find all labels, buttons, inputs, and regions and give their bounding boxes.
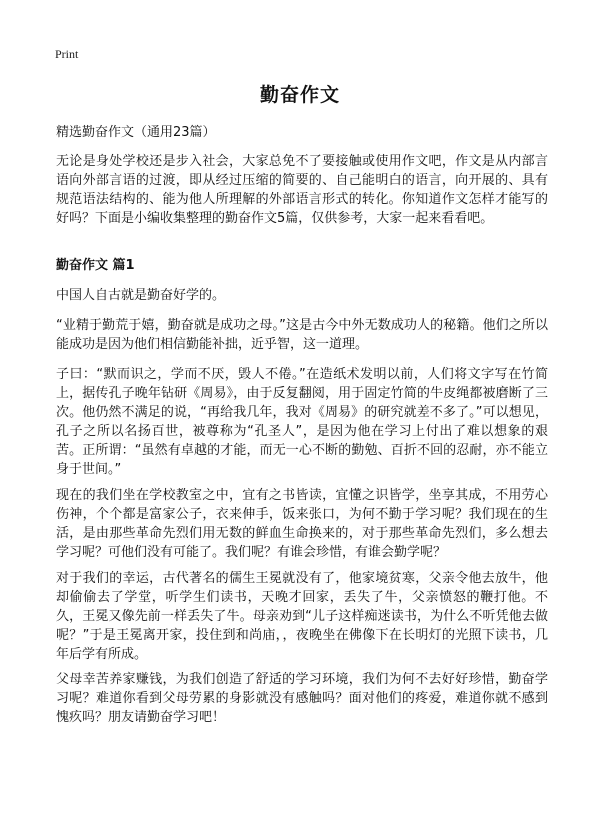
body-paragraph-6: 父母幸苦养家赚钱，为我们创造了舒适的学习环境，我们为何不去好好珍惜，勤奋学习呢？难道你看到父母劳累的身影就没有感触吗？面对他们的疼爱，难道你就不感到愧疚吗？朋友请勤奋学习吧！	[56, 672, 548, 725]
section-heading: 勤奋作文 篇1	[56, 258, 135, 273]
body-paragraph-1: 中国人自古就是勤奋好学的。	[56, 288, 226, 303]
intro-paragraph: 无论是身处学校还是步入社会，大家总免不了要接触或使用作文吧，作文是从内部言语向外部言语的过渡，即从经过压缩的简要的、自己能明白的语言，向开展的、具有规范语法结构的、能为他人所理解的外部语言形式的转化。你知道作文怎样才能写的好吗？下面是小编收集整理的勤奋作文5篇，仅供参考，大家一起来看看吧。	[56, 154, 548, 226]
print-link[interactable]: Print	[55, 47, 79, 61]
body-paragraph-2: “业精于勤荒于嬉，勤奋就是成功之母。”这是古今中外无数成功人的秘籍。他们之所以能成功是因为他们相信勤能补拙，近乎智，这一道理。	[56, 318, 548, 352]
document-subtitle: 精选勤奋作文（通用23篇）	[56, 125, 216, 140]
body-paragraph-5: 对于我们的幸运，古代著名的儒生王冕就没有了，他家境贫寒，父亲令他去放牛，他却偷偷去了学堂，听学生们读书，天晚才回家，丢失了牛，父亲愤怒的鞭打他。不久，王冕又像先前一样丢失了牛。母亲劝到“儿子这样痴迷读书，为什么不听凭他去做呢？”于是王冕离开家，投住到和尚庙，，夜晚坐在佛像下在长明灯的光照下读书，几年后学有所成。	[56, 571, 548, 662]
page-title: 勤奋作文	[259, 84, 340, 106]
body-paragraph-4: 现在的我们坐在学校教室之中，宜有之书皆读，宜懂之识皆学，坐享其成，不用劳心伤神，个个都是富家公子，衣来伸手，饭来张口，为何不勤于学习呢？我们现在的生活，是由那些革命先烈们用无数的鲜血生命换来的，对于那些革命先烈们，多么想去学习呢？可他们没有可能了。我们呢？有谁会珍惜，有谁会勤学呢？	[56, 488, 548, 560]
body-paragraph-3: 子曰：“默而识之，学而不厌，毁人不倦。”在造纸术发明以前，人们将文字写在竹简上，据传孔子晚年钻研《周易》，由于反复翻阅，用于固定竹简的牛皮绳都被磨断了三次。他仍然不满足的说，“再给我几年，我对《周易》的研究就差不多了。”可以想见，孔子之所以名扬百世，被尊称为“孔圣人”，是因为他在学习上付出了难以想象的艰苦。正所谓：“虽然有卓越的才能，而无一心不断的勤勉、百折不回的忍耐，亦不能立身于世间。”	[56, 367, 548, 477]
